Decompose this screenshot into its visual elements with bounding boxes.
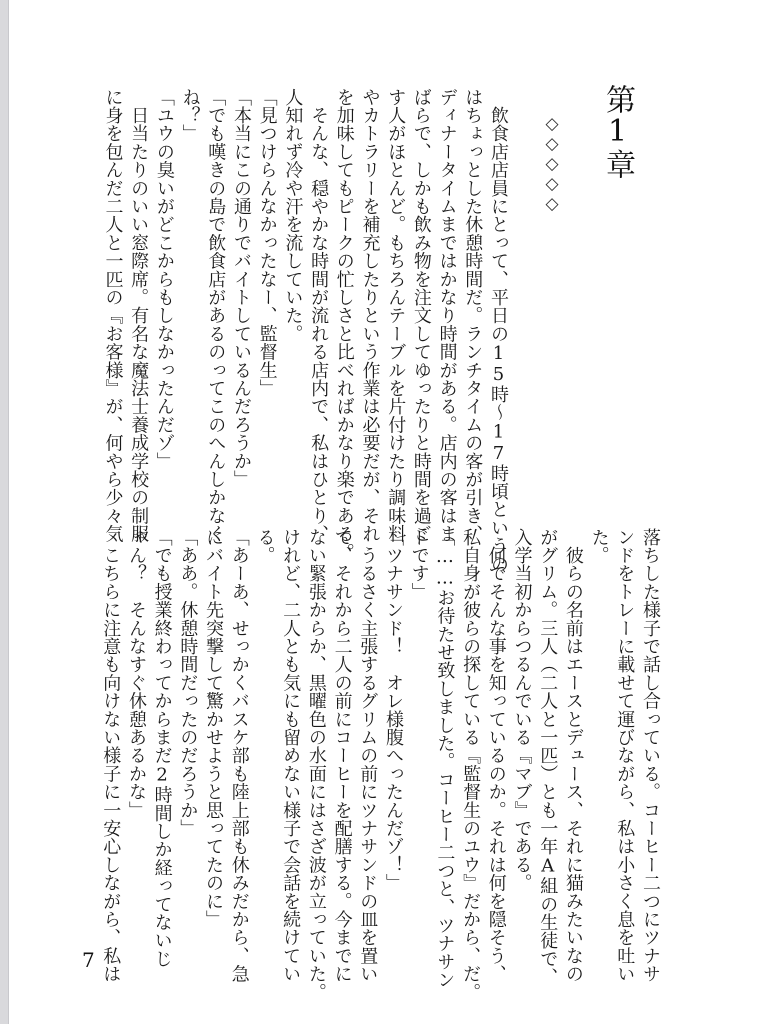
text-line: うるさく主張するグリムの前にツナサンドの皿を置い [357,528,379,983]
text-line: ゃん？ そんなすぐ休憩あるかな」 [125,528,147,820]
text-line: こちらに注意も向けない様子に一安心しながら、私は [100,528,122,983]
text-line: 「ツナサンド！ オレ様腹へったんだゾ！」 [382,528,404,892]
text-line: 何でそんな事を知っているのか。それは何を隠そう、 [485,528,507,983]
text-line: に身を包んだ二人と一匹の『お客様』が、何やら少々気 [102,88,124,543]
text-line: 落ちした様子で話し合っている。コーヒー二つにツナサ [640,528,661,983]
text-line: 「……お待たせ致しました。コーヒー二つと、ツナサン [434,528,456,989]
upper-text-block [100,88,511,573]
text-line: ドです」 [408,528,430,601]
text-line: 彼らの名前はエースとデュース、それに猫みたいなの [562,528,584,983]
text-line: やカトラリーを補充したりという作業は必要だが、それ [359,88,381,543]
page-number: 7 [82,948,95,972]
text-line: がグリム。三人（二人と一匹）とも一年A組の生徒で、 [537,528,559,986]
text-line: 入学当初からつるんでいる『マブ』である。 [511,528,533,892]
text-line: にバイト先突撃して驚かせようと思ってたのに」 [203,528,225,929]
text-line: を加味してもピークの忙しさと比べればかなり楽である。 [333,88,355,562]
text-line: ね？」 [179,88,201,143]
text-line: 「見つけらんなかったなー、監督生」 [256,88,278,398]
text-line: けれど、二人とも気にも留めない様子で会話を続けてい [280,528,302,983]
text-line: そんな、穏やかな時間が流れる店内で、私はひとり、 [308,88,330,543]
text-line: ばらで、しかも飲み物を注文してゆったりと時間を過ご [410,88,432,543]
text-line: 「ユウの臭いがどこからもしなかったんだゾ」 [153,88,175,471]
text-line: 「でも授業終わってからまだ2時間しか経ってないじ [151,528,173,968]
text-line: ディナータイムまではかなり時間がある。店内の客はま [436,88,458,543]
text-line: 日当たりのいい窓際席。有名な魔法士養成学校の制服 [128,88,150,543]
text-line: 「ああ。休憩時間だったのだろうか」 [177,528,199,838]
text-line: る。 [254,528,276,565]
lower-text-block [98,528,663,1001]
text-line: ンドをトレーに載せて運びながら、私は小さく息を吐い [614,528,636,983]
page-edge [0,0,9,1024]
text-line: た。 [588,528,610,565]
text-line: 「本当にこの通りでバイトしているんだろうか」 [230,88,252,489]
text-line: 私自身が彼らの探している『監督生のユウ』だから、だ。 [460,528,482,1002]
text-line: 「あーあ、せっかくバスケ部も陸上部も休みだから、急 [228,528,250,983]
text-line: 人知れず冷や汗を流していた。 [282,88,304,343]
text-line: て、それから二人の前にコーヒーを配膳する。今までに [331,528,353,983]
text-line: す人がほとんど。もちろんテーブルを片付けたり調味料 [385,88,407,543]
text-line: 飲食店店員にとって、平日の15時～17時頃というの [488,88,509,574]
text-line: はちょっとした休憩時間だ。ランチタイムの客が引き、 [462,88,484,543]
chapter-title: 第1章 [600,84,635,179]
text-line: 「でも嘆きの島で飲食店があるのってこのへんしかなく [205,88,227,543]
section-break-marks: ◇◇◇◇◇ [542,114,562,214]
text-line: ない緊張からか、黒曜色の水面にはさざ波が立っていた。 [305,528,327,1002]
